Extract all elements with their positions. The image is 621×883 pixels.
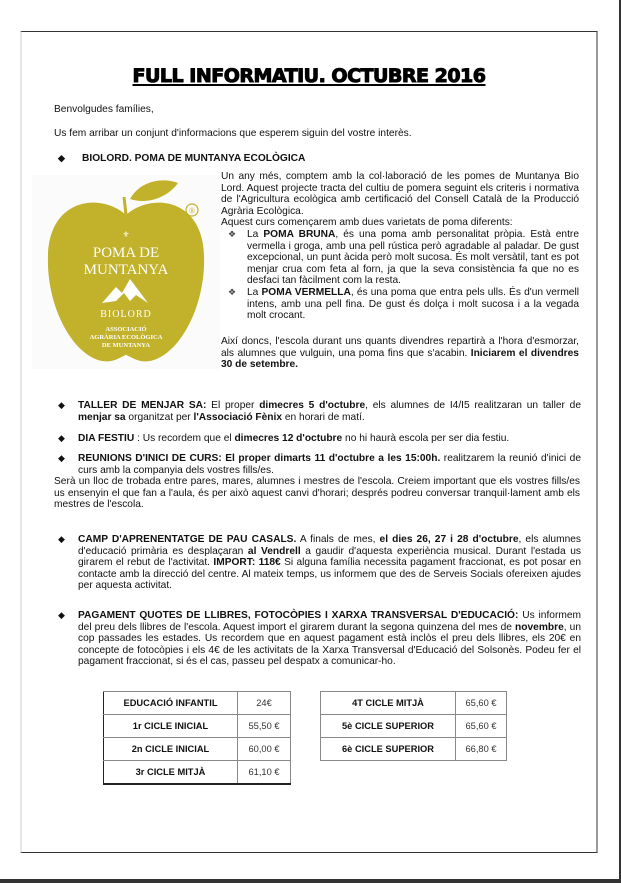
logo-assoc1: ASSOCIACIÓ bbox=[105, 326, 147, 333]
diamond-bullet-icon: ◆ bbox=[58, 453, 65, 463]
table-row: EDUCACIÓ INFANTIL 24€ bbox=[104, 692, 291, 715]
list-item: ❖ La POMA VERMELLA, és una poma que entra pels ulls. És d'un vermell intens, amb una pell fina. De gust és dolça i molt sucosa i a la vegada molt crocant. bbox=[228, 286, 580, 322]
logo-assoc3: DE MUNTANYA bbox=[101, 342, 151, 349]
diamond-bullet-icon: ◆ bbox=[58, 433, 65, 443]
biolord-closing: Així doncs, l'escola durant uns quants divendres repartirà a l'hora d'esmorzar, als alumnes que vulguin, una poma fins que s'acabin. Iniciarem el divendres 30 de setembre. bbox=[221, 336, 579, 371]
table-row: 5è CICLE SUPERIOR 65,60 € bbox=[321, 715, 507, 738]
list-item: ❖ La POMA BRUNA, és una poma amb personalitat pròpia. Està entre vermella i groga, amb una pell rústica però agradable al paladar. De gust excepcional, un punt àcida però molt sucosa. És molt versàtil, tant es pot menjar crua com feta al forn, ja que la seva consistència fa que no es desfaci tan fàcilment com la resta. bbox=[228, 228, 579, 287]
heading-text: BIOLORD. POMA DE MUNTANYA ECOLÒGICA bbox=[82, 153, 306, 164]
table-row: 4T CICLE MITJÀ 65,60 € bbox=[321, 692, 507, 715]
table-row: 2n CICLE INICIAL 60,00 € bbox=[104, 738, 291, 761]
apple-varieties-list bbox=[221, 229, 579, 322]
table-row: 1r CICLE INICIAL 55,50 € bbox=[104, 715, 291, 738]
section-heading-biolord bbox=[58, 153, 305, 164]
logo-line2: MUNTANYA bbox=[83, 262, 169, 278]
greeting: Benvolgudes famílies, bbox=[54, 104, 154, 115]
section-taller: ◆ TALLER DE MENJAR SA: El proper dimecres 5 d'octubre, els alumnes de I4/I5 realitzaran un taller de menjar sa organitzat per l'Associació Fènix en horari de matí. bbox=[58, 400, 581, 423]
apple-logo-icon bbox=[32, 175, 220, 369]
logo-line1: POMA DE bbox=[92, 245, 160, 261]
biolord-description bbox=[221, 171, 579, 322]
window-bottom-bar bbox=[0, 879, 621, 883]
section-reunions: ◆ REUNIONS D'INICI DE CURS: El proper dimarts 11 d'octubre a les 15:00h. realitzarem la reunió d'inici de curs amb la companyia dels vostres fills/es. bbox=[58, 453, 581, 476]
intro-text: Us fem arribar un conjunt d'informacions que esperem siguin del vostre interès. bbox=[54, 128, 412, 139]
diamond-bullet-icon: ◆ bbox=[58, 400, 65, 410]
fleuron-bullet-icon: ❖ bbox=[228, 228, 237, 239]
logo-brand: BIOLORD bbox=[100, 309, 152, 320]
table-row: 3r CICLE MITJÀ 61,10 € bbox=[104, 761, 291, 785]
section-camp: ◆ CAMP D'APRENENTATGE DE PAU CASALS. A finals de mes, el dies 26, 27 i 28 d'octubre, els alumnes d'educació primària es desplaçaran al Vendrell a gaudir d'aquesta experiència musical. Durant l'estada us girarem el rebut de l'activitat. IMPORT: 118€ Si alguna família necessita pagament fraccionat, es pot posar en contacte amb la direcció del centre. Al mateix temps, us informem que des de Serveis Socials ofereixen ajudes per aquesta activitat. bbox=[58, 534, 582, 592]
diamond-bullet-icon: ◆ bbox=[58, 153, 65, 163]
svg-text:⚜: ⚜ bbox=[122, 230, 130, 239]
biolord-para1: Un any més, comptem amb la col·laboració de les pomes de Muntanya Bio Lord. Aquest projecte tracta del cultiu de pomera seguint els criteris i normativa de l'Agricultura ecològica amb certificació del Consell Català de la Producció Agrària Ecològica. bbox=[221, 171, 579, 217]
logo-assoc2: AGRÀRIA ECOLÒGICA bbox=[89, 334, 163, 341]
fees-table-left bbox=[103, 691, 291, 785]
document-page bbox=[20, 31, 598, 853]
fleuron-bullet-icon: ❖ bbox=[228, 286, 237, 297]
svg-text:⚜: ⚜ bbox=[123, 355, 129, 361]
table-row: 6è CICLE SUPERIOR 66,80 € bbox=[321, 738, 507, 761]
diamond-bullet-icon: ◆ bbox=[58, 610, 65, 620]
page-title: FULL INFORMATIU. OCTUBRE 2016 bbox=[132, 65, 486, 87]
biolord-para2: Aquest curs començarem amb dues varietats de poma diferents: bbox=[221, 217, 513, 229]
reunions-paragraph: Serà un lloc de trobada entre pares, mares, alumnes i mestres de l'escola. Creiem important que els vostres fills/es us ensenyin el que fan a l'aula, és per això aquest canvi d'horari; després podreu conversar tranquil·lament amb els mestres de l'escola. bbox=[54, 476, 580, 511]
section-pagament: ◆ PAGAMENT QUOTES DE LLIBRES, FOTOCÒPIES I XARXA TRANSVERSAL D'EDUCACIÓ: Us informem del preu dels llibres de l'escola. Aquest import el girarem durant la segona quinzena del mes de novembre, un cop passades les estades. Us recordem que en aquest pagament està inclòs el preu dels llibres, els 20€ en concepte de fotocòpies i els 4€ de les activitats de la Xarxa Transversal d'Educació del Solsonès. Podeu fer el pagament fraccionat, si és el cas, passeu pel despatx a comunicar-ho. bbox=[58, 610, 581, 668]
registered-mark: ® bbox=[188, 206, 196, 216]
start-date: Iniciarem el divendres 30 de setembre. bbox=[221, 347, 579, 371]
biolord-logo bbox=[32, 175, 220, 369]
diamond-bullet-icon: ◆ bbox=[58, 534, 65, 544]
section-festiu: ◆ DIA FESTIU : Us recordem que el dimecres 12 d'octubre no hi haurà escola per ser dia festiu. bbox=[58, 433, 510, 444]
fees-table-right bbox=[320, 691, 507, 761]
